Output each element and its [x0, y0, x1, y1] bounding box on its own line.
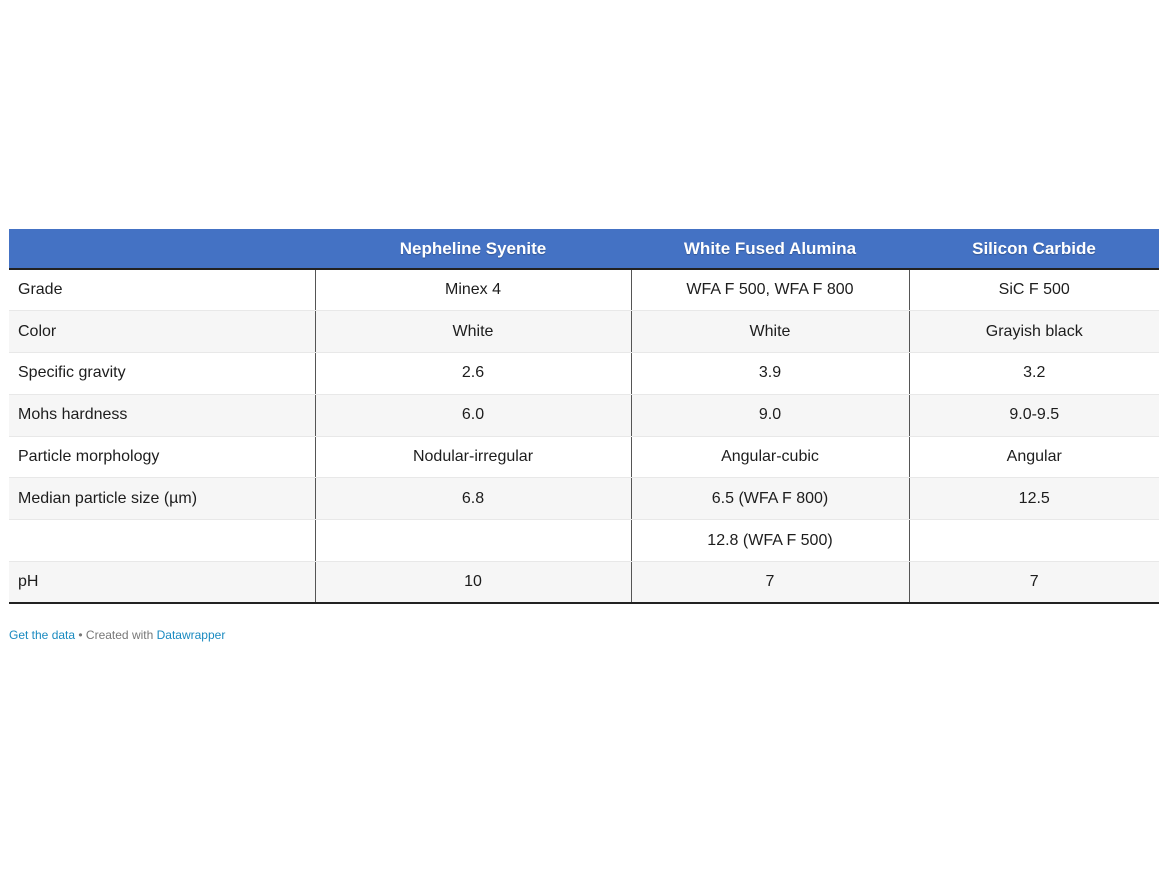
table-body — [9, 269, 1159, 603]
table-cell: 12.8 (WFA F 500) — [631, 520, 909, 562]
row-label-cell: pH — [9, 562, 315, 604]
table-cell: 12.5 — [909, 478, 1159, 520]
table-cell: 9.0-9.5 — [909, 394, 1159, 436]
row-label-cell: Grade — [9, 269, 315, 311]
table-cell — [315, 520, 631, 562]
table-cell: SiC F 500 — [909, 269, 1159, 311]
table-row — [9, 520, 1159, 562]
table-cell: 3.2 — [909, 353, 1159, 395]
row-label-cell: Particle morphology — [9, 436, 315, 478]
table-cell: 7 — [631, 562, 909, 604]
data-table-container — [9, 229, 1159, 604]
table-cell: 7 — [909, 562, 1159, 604]
table-row — [9, 436, 1159, 478]
table-cell: Grayish black — [909, 311, 1159, 353]
table-cell: White — [315, 311, 631, 353]
table-cell: Minex 4 — [315, 269, 631, 311]
table-cell: Angular — [909, 436, 1159, 478]
table-cell: 3.9 — [631, 353, 909, 395]
row-label-cell: Specific gravity — [9, 353, 315, 395]
header-row — [9, 229, 1159, 269]
table-row — [9, 394, 1159, 436]
table-row — [9, 353, 1159, 395]
table-cell: 10 — [315, 562, 631, 604]
header-cell-white-fused-alumina: White Fused Alumina — [631, 229, 909, 269]
table-cell — [909, 520, 1159, 562]
row-label-cell — [9, 520, 315, 562]
table-cell: 6.8 — [315, 478, 631, 520]
table-row — [9, 311, 1159, 353]
table-cell: Nodular-irregular — [315, 436, 631, 478]
table-header — [9, 229, 1159, 269]
footer-created-with: • Created with — [75, 628, 157, 642]
row-label-cell: Median particle size (µm) — [9, 478, 315, 520]
table-row — [9, 269, 1159, 311]
table-cell: WFA F 500, WFA F 800 — [631, 269, 909, 311]
header-cell-nepheline-syenite: Nepheline Syenite — [315, 229, 631, 269]
row-label-cell: Mohs hardness — [9, 394, 315, 436]
table-cell: 6.0 — [315, 394, 631, 436]
table-cell: Angular-cubic — [631, 436, 909, 478]
table-cell: White — [631, 311, 909, 353]
datawrapper-link[interactable]: Datawrapper — [156, 628, 226, 642]
header-cell-silicon-carbide: Silicon Carbide — [909, 229, 1159, 269]
table-cell: 9.0 — [631, 394, 909, 436]
table-cell: 6.5 (WFA F 800) — [631, 478, 909, 520]
data-table — [9, 229, 1159, 604]
table-row — [9, 562, 1159, 604]
table-row — [9, 478, 1159, 520]
get-the-data-link[interactable]: Get the data — [9, 628, 76, 642]
header-cell-empty — [9, 229, 315, 269]
footer — [9, 628, 225, 642]
table-cell: 2.6 — [315, 353, 631, 395]
row-label-cell: Color — [9, 311, 315, 353]
